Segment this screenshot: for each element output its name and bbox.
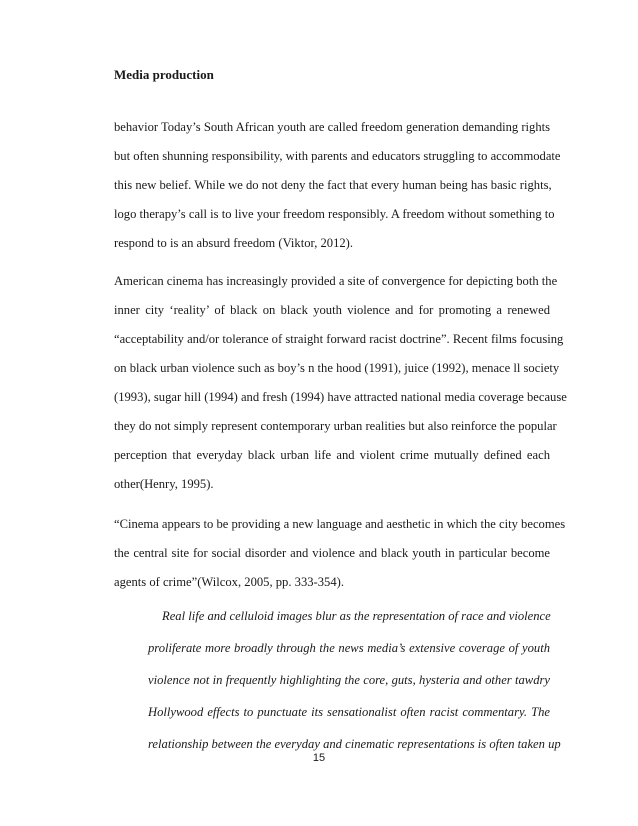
paragraph-line: the central site for social disorder and violence and black youth in particular become <box>114 546 550 560</box>
paragraph-line: but often shunning responsibility, with parents and educators struggling to accommodate <box>114 149 561 163</box>
paragraph-american-cinema <box>114 267 567 499</box>
paragraph-logotherapy <box>114 113 561 258</box>
paragraph-line: inner city ‘reality’ of black on black youth violence and for promoting a renewed <box>114 303 550 317</box>
paragraph-cinema-quote <box>114 510 566 597</box>
paragraph-line: “acceptability and/or tolerance of straight forward racist doctrine”. Recent films focusing <box>114 332 564 346</box>
block-quote-line: relationship between the everyday and cinematic representations is often taken up <box>148 737 561 751</box>
page-number: 15 <box>312 752 326 764</box>
paragraph-line: behavior Today’s South African youth are called freedom generation demanding rights <box>114 120 551 134</box>
paragraph-line: American cinema has increasingly provided a site of convergence for depicting both the <box>114 274 558 288</box>
paragraph-line: respond to is an absurd freedom (Viktor, 2012). <box>114 236 354 250</box>
section-heading: Media production <box>114 67 214 82</box>
paragraph-line: perception that everyday black urban life and violent crime mutually defined each <box>114 448 550 462</box>
block-quote-line: violence not in frequently highlighting the core, guts, hysteria and other tawdry <box>148 673 550 687</box>
paragraph-line: other(Henry, 1995). <box>114 477 214 491</box>
paragraph-line: (1993), sugar hill (1994) and fresh (1994) have attracted national media coverage because <box>114 390 567 404</box>
paragraph-line: on black urban violence such as boy’s n the hood (1991), juice (1992), menace ll society <box>114 361 560 375</box>
block-quote <box>148 600 561 760</box>
block-quote-line: proliferate more broadly through the news media’s extensive coverage of youth <box>148 641 550 655</box>
block-quote-line: Real life and celluloid images blur as the representation of race and violence <box>162 609 551 623</box>
paragraph-line: “Cinema appears to be providing a new language and aesthetic in which the city becomes <box>114 517 566 531</box>
paragraph-line: agents of crime”(Wilcox, 2005, pp. 333-354). <box>114 575 344 589</box>
paragraph-line: they do not simply represent contemporary urban realities but also reinforce the popular <box>114 419 557 433</box>
paragraph-line: logo therapy’s call is to live your freedom responsibly. A freedom without something to <box>114 207 555 221</box>
paragraph-line: this new belief. While we do not deny the fact that every human being has basic rights, <box>114 178 552 192</box>
block-quote-line: Hollywood effects to punctuate its sensationalist often racist commentary. The <box>148 705 550 719</box>
